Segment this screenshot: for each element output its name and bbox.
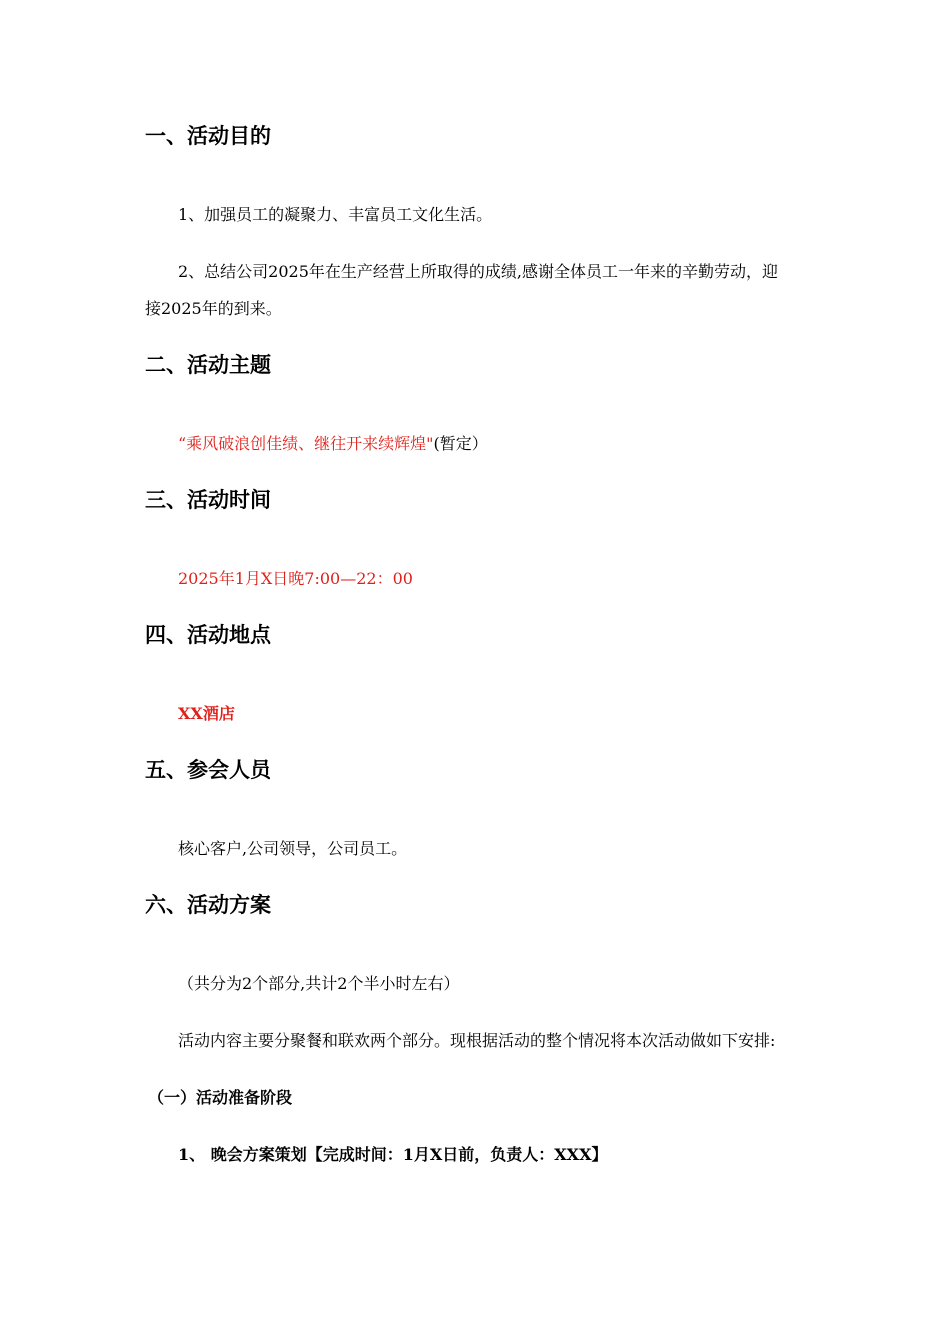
plan-stage-1-title: （一）活动准备阶段 — [148, 1088, 293, 1107]
purpose-item-2-line-1: 2、总结公司2025年在生产经营上所取得的成绩,感谢全体员工一年来的辛勤劳动，迎 — [178, 262, 778, 281]
plan-intro: 活动内容主要分聚餐和联欢两个部分。现根据活动的整个情况将本次活动做如下安排: — [178, 1031, 776, 1050]
theme-paragraph — [178, 434, 488, 453]
event-venue: XX酒店 — [178, 704, 235, 723]
section-heading-theme: 二、活动主题 — [145, 353, 271, 377]
theme-note: (暂定） — [433, 434, 488, 453]
section-heading-venue: 四、活动地点 — [145, 623, 271, 647]
plan-task-1: 1、 晚会方案策划【完成时间：1月X日前，负责人：XXX】 — [178, 1145, 608, 1164]
section-heading-attendees: 五、参会人员 — [145, 758, 271, 782]
section-heading-plan: 六、活动方案 — [145, 893, 271, 917]
section-heading-time: 三、活动时间 — [145, 488, 271, 512]
theme-slogan: “乘风破浪创佳绩、继往开来续辉煌" — [178, 434, 434, 453]
plan-summary: （共分为2个部分,共计2个半小时左右） — [178, 974, 460, 993]
purpose-item-1: 1、加强员工的凝聚力、丰富员工文化生活。 — [178, 205, 493, 224]
event-time: 2025年1月X日晚7:00—22：00 — [178, 569, 413, 588]
section-heading-purpose: 一、活动目的 — [145, 124, 271, 148]
purpose-item-2-line-2: 接2025年的到来。 — [145, 299, 282, 318]
attendees-list: 核心客户,公司领导，公司员工。 — [178, 839, 408, 858]
